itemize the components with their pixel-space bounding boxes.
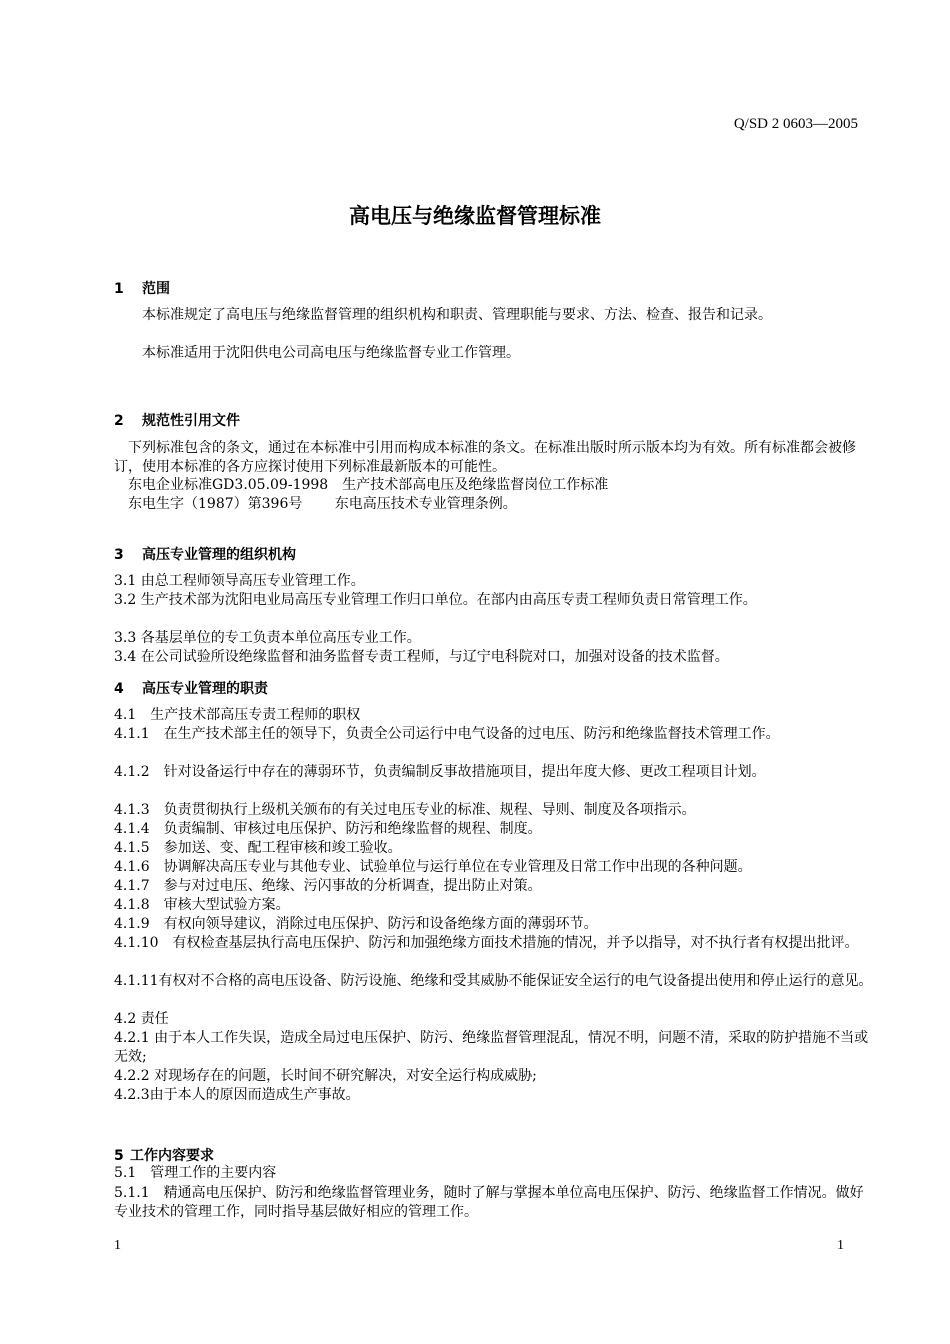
clause: 4.1.8 审核大型试验方案。 [114,897,290,913]
section-title: 高压专业管理的职责 [142,681,268,697]
clause: 3.4 在公司试验所设绝缘监督和油务监督专责工程师，与辽宁电科院对口，加强对设备的技术监督。 [114,649,729,665]
section-title: 工作内容要求 [130,1148,214,1164]
clause: 4.1.11有权对不合格的高电压设备、防污设施、绝缘和受其威胁不能保证安全运行的电气设备提出使用和停止运行的意见。 [114,973,873,989]
section-number: 2 [114,413,124,429]
clause: 4.1.9 有权向领导建议，消除过电压保护、防污和设备绝缘方面的薄弱环节。 [114,916,598,932]
section-1-heading [114,278,170,298]
clause: 4.1.3 负责贯彻执行上级机关颁布的有关过电压专业的标准、规程、导则、制度及各项指示。 [114,802,696,818]
reference-item: 东电生字（1987）第396号 东电高压技术专业管理条例。 [114,496,517,512]
page-number-right: 1 [837,1238,844,1253]
clause: 4.1.1 在生产技术部主任的领导下，负责全公司运行中电气设备的过电压、防污和绝缘监督技术管理工作。 [114,726,780,742]
section-number: 1 [114,281,124,297]
section-2-heading [114,410,240,430]
section-title: 规范性引用文件 [142,413,240,429]
clause: 4.1.6 协调解决高压专业与其他专业、试验单位与运行单位在专业管理及日常工作中出现的各种问题。 [114,859,752,875]
paragraph: 下列标准包含的条文，通过在本标准中引用而构成本标准的条文。在标准出版时所示版本均为有效。所有标准都会被修订，使用本标准的各方应探讨使用下列标准最新版本的可能性。 [114,440,856,475]
section-number: 3 [114,547,124,563]
clause: 4.1.7 参与对过电压、绝缘、污闪事故的分析调查，提出防止对策。 [114,878,542,894]
paragraph: 本标准适用于沈阳供电公司高电压与绝缘监督专业工作管理。 [114,345,520,361]
clause: 3.2 生产技术部为沈阳电业局高压专业管理工作归口单位。在部内由高压专责工程师负责日常管理工作。 [114,592,757,608]
clause: 3.1 由总工程师领导高压专业管理工作。 [114,573,365,589]
section-4-heading [114,678,268,698]
clause: 4.2.1 由于本人工作失误，造成全局过电压保护、防污、绝缘监督管理混乱，情况不明，问题不清，采取的防护措施不当或无效; [114,1030,869,1065]
section-5-heading [114,1145,214,1165]
clause: 4.2.2 对现场存在的问题，长时间不研究解决，对安全运行构成威胁; [114,1068,537,1084]
section-number: 5 [114,1148,124,1164]
document-title: 高电压与绝缘监督管理标准 [349,204,601,228]
section-title: 高压专业管理的组织机构 [142,547,296,563]
clause: 4.2 责任 [114,1011,169,1027]
clause: 3.3 各基层单位的专工负责本单位高压专业工作。 [114,630,421,646]
paragraph: 本标准规定了高电压与绝缘监督管理的组织机构和职责、管理职能与要求、方法、检查、报告和记录。 [114,307,772,323]
section-3-heading [114,544,296,564]
page-number-left: 1 [114,1238,121,1253]
section-number: 4 [114,681,124,697]
section-title: 范围 [142,281,170,297]
clause: 4.1.5 参加送、变、配工程审核和竣工验收。 [114,840,402,856]
clause: 4.1.10 有权检查基层执行高电压保护、防污和加强绝缘方面技术措施的情况，并予以指导，对不执行者有权提出批评。 [114,935,859,951]
reference-item: 东电企业标准GD3.05.09-1998 生产技术部高电压及绝缘监督岗位工作标准 [114,477,609,493]
clause: 5.1 管理工作的主要内容 [114,1165,277,1181]
clause: 5.1.1 精通高电压保护、防污和绝缘监督管理业务，随时了解与掌握本单位高电压保护、防污、绝缘监督工作情况。做好专业技术的管理工作，同时指导基层做好相应的管理工作。 [114,1185,864,1220]
clause: 4.2.3由于本人的原因而造成生产事故。 [114,1087,360,1103]
clause: 4.1.4 负责编制、审核过电压保护、防污和绝缘监督的规程、制度。 [114,821,542,837]
clause: 4.1 生产技术部高压专责工程师的职权 [114,707,361,723]
document-code: Q/SD 2 0603—2005 [733,116,858,132]
clause: 4.1.2 针对设备运行中存在的薄弱环节，负责编制反事故措施项目，提出年度大修、更改工程项目计划。 [114,764,766,780]
